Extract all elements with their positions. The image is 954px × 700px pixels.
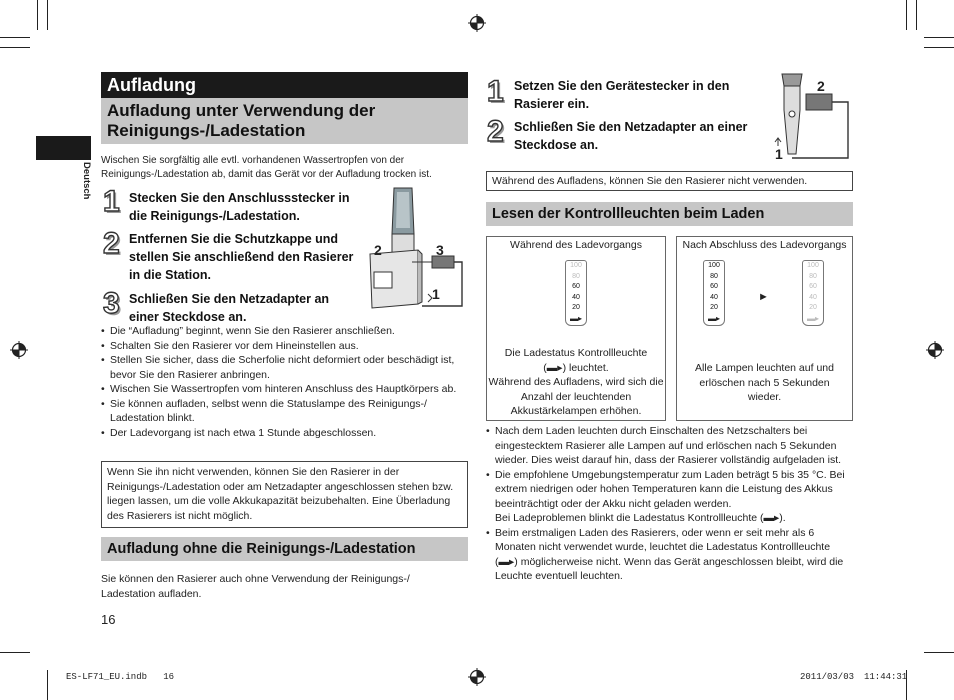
figure-label: 2 <box>374 242 382 258</box>
registration-mark-icon <box>468 14 486 32</box>
plug-icon: ▬▸ <box>763 512 780 524</box>
figure-label: 3 <box>436 242 444 258</box>
list-item-text: die Leuchte eventuell leuchten. <box>495 555 844 582</box>
step-text: Stecken Sie den Anschlussstecker in die Reinigungs-/Ladestation. <box>129 191 350 223</box>
level-label: 100 <box>807 262 819 269</box>
list-item: • Sie können aufladen, selbst wenn die Statuslampe des Reinigungs-/ Ladestation blinkt. <box>101 397 469 426</box>
level-label: 20 <box>809 304 817 311</box>
crop-mark <box>0 47 30 48</box>
plug-icon: ▬▸ <box>707 313 720 323</box>
step-text: Setzen Sie den Gerätestecker in den Rasierer ein. <box>514 79 730 111</box>
level-label: 60 <box>710 283 718 290</box>
charged-description: Alle Lampen leuchten auf und erlöschen nach 5 Sekunden wieder. <box>695 362 834 403</box>
level-label: 40 <box>809 293 817 301</box>
figure-label: 2 <box>817 78 825 94</box>
level-label: 100 <box>708 262 720 269</box>
left-bullet-list <box>101 324 469 440</box>
description-text: ) leuchtet. <box>562 361 609 374</box>
note-box: Während des Aufladens, können Sie den Rasierer nicht verwenden. <box>486 171 853 191</box>
plug-icon: ▬▸ <box>569 313 582 323</box>
registration-mark-icon <box>468 668 486 686</box>
level-label: 40 <box>572 293 580 301</box>
battery-level-gauge <box>802 260 824 326</box>
step-number: 1 <box>487 75 504 108</box>
step-text: Schließen Sie den Netzadapter an einer Steckdose an. <box>514 120 748 152</box>
arrow-icon: ► <box>758 291 769 303</box>
plug-icon: ▬▸ <box>498 555 515 568</box>
list-item <box>486 526 854 584</box>
step-number: 2 <box>487 115 504 148</box>
crop-mark <box>924 47 954 48</box>
footer-file: ES-LF71_EU.indb 16 <box>66 672 175 682</box>
list-item-text: Die empfohlene Umgebungstemperatur zum Laden beträgt 5 bis 35 °C. Bei extrem niedrigen oder hohen Temperaturen kann die Leistung des Akkus beeinträchtigt oder der Akku nicht geladen werden. <box>495 468 845 510</box>
right-bullet-list <box>486 424 854 584</box>
charging-description <box>488 346 664 419</box>
list-item: • Wischen Sie Wassertropfen vom hinteren Anschluss des Hauptkörpers ab. <box>101 382 469 397</box>
crop-mark <box>37 0 38 30</box>
plug-icon: ▬▸ <box>546 361 563 374</box>
figure-label: 1 <box>432 286 440 302</box>
level-label: 40 <box>710 293 718 301</box>
section-text: Sie können den Rasierer auch ohne Verwendung der Reinigungs-/ Ladestation aufladen. <box>101 573 410 600</box>
crop-mark <box>47 0 48 30</box>
plug-icon: ▬▸ <box>806 313 819 323</box>
table-header: Während des Ladevorgangs <box>510 239 642 251</box>
list-item-text: ). <box>779 512 786 524</box>
footer-time: 11:44:31 <box>864 672 908 682</box>
section-title: Aufladung <box>101 72 468 98</box>
crop-mark <box>0 652 30 653</box>
figure-label: 1 <box>775 146 783 162</box>
table-header: Nach Abschluss des Ladevorgangs <box>682 239 847 251</box>
level-label: 20 <box>710 304 718 311</box>
crop-mark <box>924 652 954 653</box>
level-label: 80 <box>809 272 817 280</box>
step-text: Schließen Sie den Netzadapter an einer Steckdose an. <box>129 292 330 324</box>
side-tab-marker <box>36 136 91 160</box>
step-number: 2 <box>103 227 120 260</box>
description-line: Während des Aufladens, wird sich die Anzahl der leuchtenden Akkustärkelampen erhöhen. <box>488 376 664 417</box>
description-line: Die Ladestatus Kontrollleuchte <box>504 347 648 359</box>
crop-mark <box>924 37 954 38</box>
list-item-text: ) möglicherweise nicht. Wenn das Gerät angeschlossen bleibt, wird <box>514 555 827 568</box>
level-label: 60 <box>809 283 817 290</box>
step-number: 3 <box>103 287 120 320</box>
note-box: Wenn Sie ihn nicht verwenden, können Sie den Rasierer in der Reinigungs-/Ladestation oder am Netzadapter angeschlossen stehen bzw. liegen lassen, um die volle Akkukapazität beizubehalten. Eine Überladung des Rasierers ist nicht möglich. <box>101 461 468 528</box>
crop-mark <box>916 0 917 30</box>
level-label: 80 <box>710 272 718 280</box>
list-item: • Der Ladevorgang ist nach etwa 1 Stunde abgeschlossen. <box>101 426 469 441</box>
crop-mark <box>47 670 48 700</box>
list-item-text: Beim erstmaligen Laden des Rasierers, oder wenn er seit mehr als 6 Monaten nicht verwendet wurde, leuchtet die Ladestatus Kontrollleuchte ( <box>495 526 831 568</box>
level-label: 20 <box>572 304 580 311</box>
side-tab-label: Deutsch <box>81 162 92 200</box>
subsection-title: Aufladung unter Verwendung der Reinigungs-/Ladestation <box>101 98 468 144</box>
battery-level-gauge <box>565 260 587 326</box>
list-item: • Stellen Sie sicher, dass die Scherfolie nicht deformiert oder beschädigt ist, bevor Sie den Rasierer anbringen. <box>101 353 469 382</box>
list-item: • Die “Aufladung” beginnt, wenn Sie den Rasierer anschließen. <box>101 324 469 339</box>
level-label: 60 <box>572 283 580 290</box>
description-line: (▬▸) leuchtet. <box>543 361 609 374</box>
battery-level-gauge <box>703 260 725 326</box>
crop-mark <box>906 0 907 30</box>
intro-text: Wischen Sie sorgfältig alle evtl. vorhandenen Wassertropfen von der Reinigungs-/Ladestation ab, damit das Gerät vor der Aufladung trocken ist. <box>101 155 432 180</box>
registration-mark-icon <box>926 341 944 359</box>
list-item <box>486 468 854 526</box>
step-text: Entfernen Sie die Schutzkappe und stellen Sie anschließend den Rasierer in die Station. <box>129 232 354 282</box>
level-label: 100 <box>570 262 582 269</box>
crop-mark <box>0 37 30 38</box>
footer-date: 2011/03/03 <box>800 672 855 682</box>
list-item-text: Bei Ladeproblemen blinkt die Ladestatus Kontrollleuchte ( <box>495 512 764 524</box>
section-title: Lesen der Kontrollleuchten beim Laden <box>486 202 853 226</box>
page-number: 16 <box>101 612 116 627</box>
level-label: 80 <box>572 272 580 280</box>
registration-mark-icon <box>10 341 28 359</box>
list-item: • Nach dem Laden leuchten durch Einschalten des Netzschalters bei eingestecktem Rasierer alle Lampen auf und erlöschen nach 5 Sekunden wieder. Dies weist darauf hin, dass der Rasierer vollständig aufgeladen ist. <box>486 424 854 468</box>
step-number: 1 <box>103 185 120 218</box>
list-item: • Schalten Sie den Rasierer vor dem Hineinstellen aus. <box>101 339 469 354</box>
section-title: Aufladung ohne die Reinigungs-/Ladestation <box>101 537 468 561</box>
